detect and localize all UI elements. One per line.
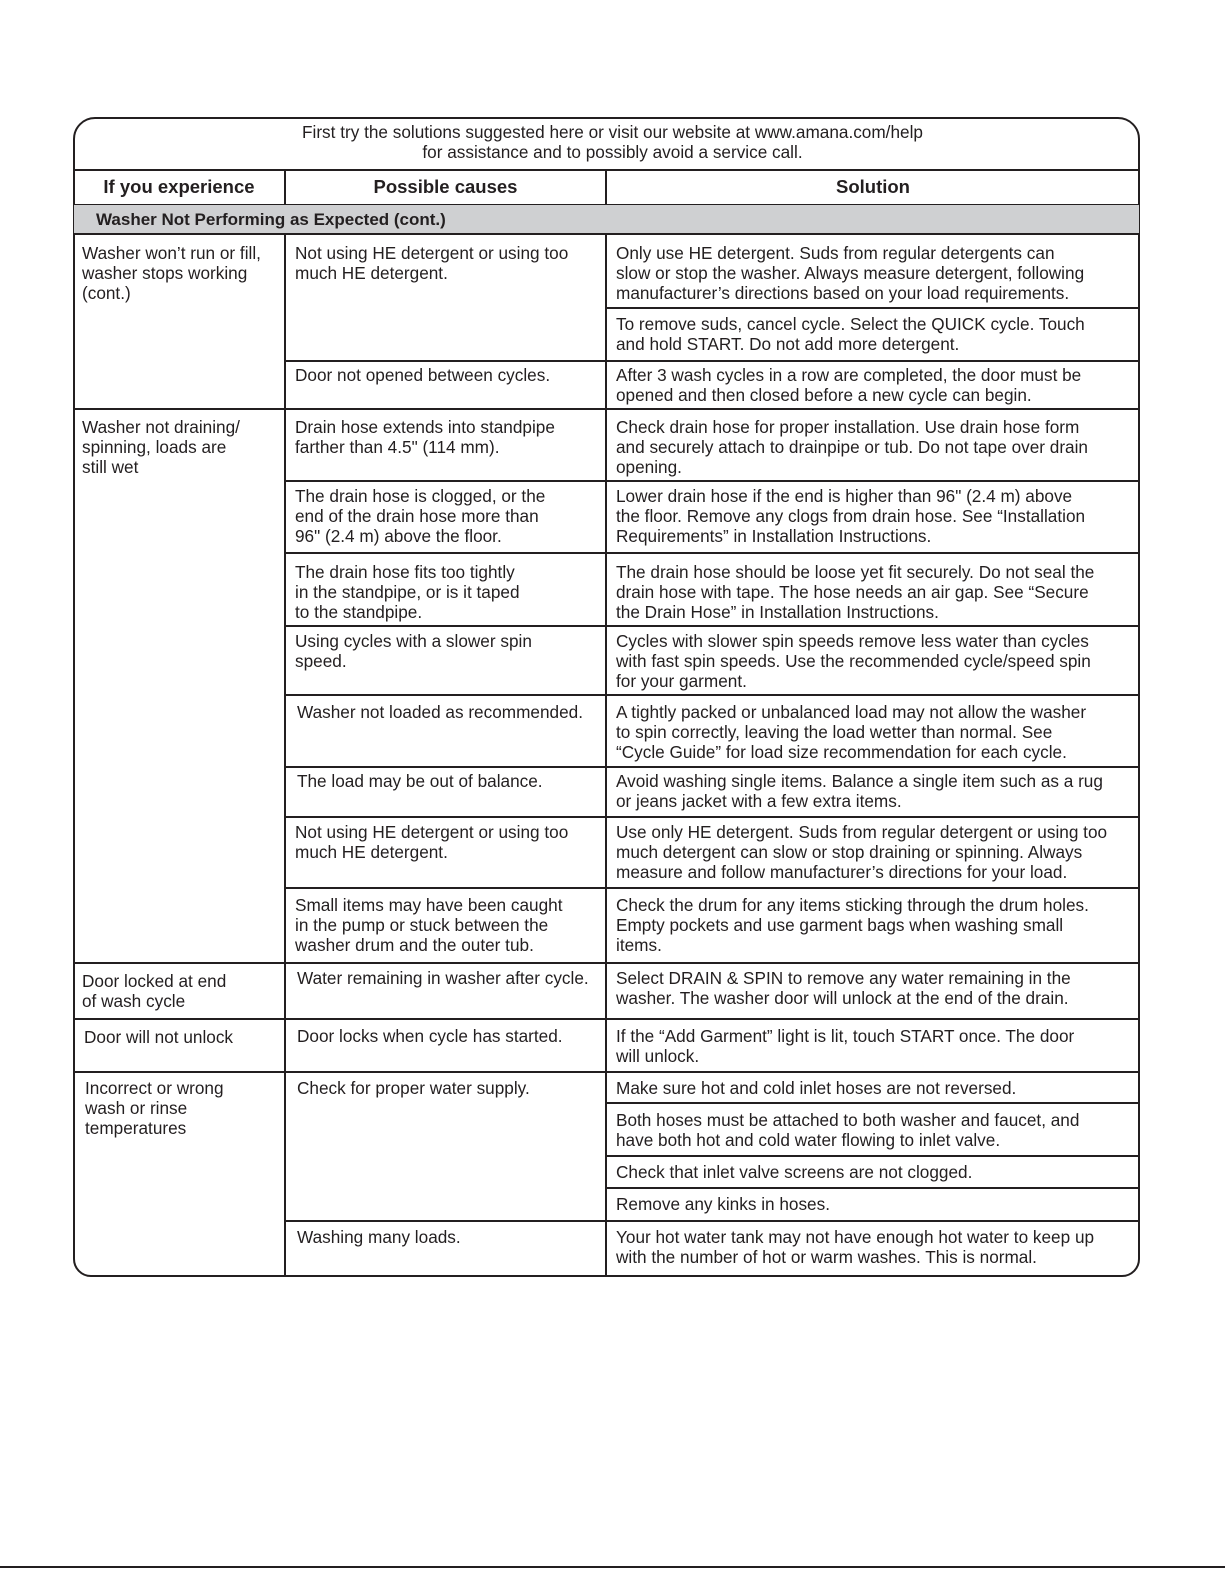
solution-cell: Use only HE detergent. Suds from regular detergent or using too much detergent can slow or stop draining or spinning. Always measure and follow manufacturer’s directions for your load.: [616, 822, 1108, 882]
cause-separator: [285, 360, 1139, 362]
solution-cell: Select DRAIN & SPIN to remove any water remaining in the washer. The washer door will unlock at the end of the drain.: [616, 968, 1071, 1008]
experience-cell: Incorrect or wrong wash or rinse temperatures: [85, 1078, 224, 1138]
cause-cell: Drain hose extends into standpipe farther than 4.5" (114 mm).: [295, 417, 555, 457]
cause-separator: [285, 625, 1139, 627]
intro-line-1: First try the solutions suggested here or visit our website at www.amana.com/help: [302, 122, 923, 142]
cause-separator: [285, 816, 1139, 818]
cause-separator: [285, 694, 1139, 696]
cause-separator: [285, 1220, 1139, 1222]
solution-cell: To remove suds, cancel cycle. Select the QUICK cycle. Touch and hold START. Do not add more detergent.: [616, 314, 1085, 354]
cause-cell: Washing many loads.: [297, 1227, 461, 1247]
experience-cell: Door will not unlock: [84, 1027, 234, 1047]
experience-cell: Washer won’t run or fill, washer stops working (cont.): [82, 243, 261, 303]
solution-cell: A tightly packed or unbalanced load may not allow the washer to spin correctly, leaving the load wetter than normal. See “Cycle Guide” for load size recommendation for each cycle.: [616, 702, 1087, 762]
cause-cell: Door not opened between cycles.: [295, 365, 551, 385]
column-divider-2: [605, 234, 607, 1277]
cause-separator: [285, 766, 1139, 768]
cause-separator: [285, 480, 1139, 482]
cause-cell: The drain hose fits too tightly in the standpipe, or is it taped to the standpipe.: [295, 562, 520, 622]
solution-cell: Check that inlet valve screens are not clogged.: [616, 1162, 973, 1182]
cause-cell: The load may be out of balance.: [297, 771, 543, 791]
experience-cell: Washer not draining/ spinning, loads are still wet: [82, 417, 240, 477]
solution-cell: Check drain hose for proper installation. Use drain hose form and securely attach to drainpipe or tub. Do not tape over drain opening.: [616, 417, 1088, 477]
cause-separator: [285, 552, 1139, 554]
row-separator: [74, 408, 1139, 410]
cause-cell: Not using HE detergent or using too much HE detergent.: [295, 822, 569, 862]
experience-cell: Door locked at end of wash cycle: [82, 971, 227, 1011]
intro-line-2: for assistance and to possibly avoid a service call.: [422, 142, 803, 162]
column-divider-1: [284, 234, 286, 1277]
section-title: Washer Not Performing as Expected (cont.): [96, 210, 446, 229]
header-solution: Solution: [836, 176, 910, 197]
solution-cell: Only use HE detergent. Suds from regular detergents can slow or stop the washer. Always measure detergent, following manufacturer’s directions based on your load requirements.: [616, 243, 1085, 303]
row-separator: [74, 1071, 1139, 1073]
cause-cell: Water remaining in washer after cycle.: [297, 968, 589, 988]
cause-separator: [285, 887, 1139, 889]
solution-cell: Lower drain hose if the end is higher than 96" (2.4 m) above the floor. Remove any clogs from drain hose. See “Installation Requirements” in Installation Instructions.: [616, 486, 1086, 546]
cause-cell: Not using HE detergent or using too much HE detergent.: [295, 243, 569, 283]
header-experience: If you experience: [103, 176, 255, 197]
header-causes: Possible causes: [373, 176, 518, 197]
cause-cell: Using cycles with a slower spin speed.: [295, 631, 532, 671]
solution-cell: If the “Add Garment” light is lit, touch START once. The door will unlock.: [616, 1026, 1075, 1066]
cause-cell: Small items may have been caught in the pump or stuck between the washer drum and the outer tub.: [295, 895, 563, 955]
cause-cell: Door locks when cycle has started.: [297, 1026, 563, 1046]
solution-cell: Avoid washing single items. Balance a single item such as a rug or jeans jacket with a few extra items.: [616, 771, 1103, 811]
cause-cell: Washer not loaded as recommended.: [297, 702, 583, 722]
solution-separator: [606, 1102, 1139, 1104]
solution-cell: The drain hose should be loose yet fit securely. Do not seal the drain hose with tape. The hose needs an air gap. See “Secure the Drain Hose” in Installation Instructions.: [616, 562, 1095, 622]
row-separator: [74, 962, 1139, 964]
solution-cell: Your hot water tank may not have enough hot water to keep up with the number of hot or warm washes. This is normal.: [616, 1227, 1095, 1267]
solution-separator: [606, 1155, 1139, 1157]
solution-cell: Cycles with slower spin speeds remove less water than cycles with fast spin speeds. Use the recommended cycle/speed spin for your garment.: [616, 631, 1091, 691]
solution-cell: Check the drum for any items sticking through the drum holes. Empty pockets and use garment bags when washing small items.: [616, 895, 1089, 955]
solution-cell: After 3 wash cycles in a row are completed, the door must be opened and then closed before a new cycle can begin.: [616, 365, 1082, 405]
cause-cell: Check for proper water supply.: [297, 1078, 530, 1098]
cause-cell: The drain hose is clogged, or the end of the drain hose more than 96" (2.4 m) above the floor.: [295, 486, 546, 546]
solution-separator: [606, 307, 1139, 309]
solution-cell: Both hoses must be attached to both washer and faucet, and have both hot and cold water flowing to inlet valve.: [616, 1110, 1080, 1150]
solution-separator: [606, 1187, 1139, 1189]
intro-text: [0, 122, 1225, 162]
page-bottom-rule: [0, 1566, 1225, 1568]
solution-cell: Remove any kinks in hoses.: [616, 1194, 830, 1214]
solution-cell: Make sure hot and cold inlet hoses are not reversed.: [616, 1078, 1017, 1098]
row-separator: [74, 1018, 1139, 1020]
